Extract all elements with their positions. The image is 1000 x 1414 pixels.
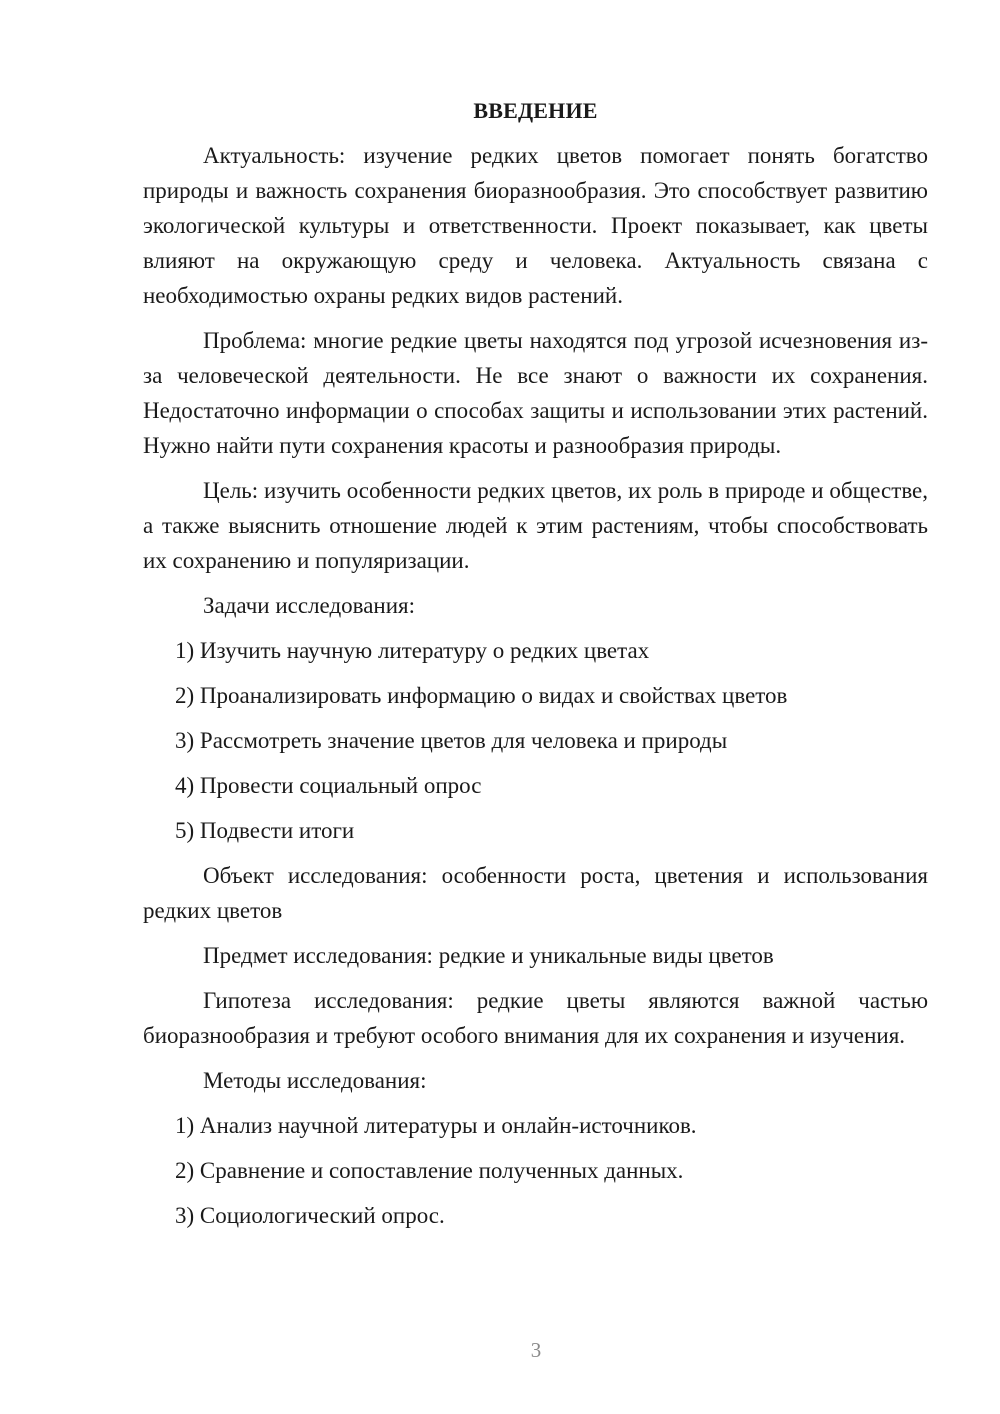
goal-paragraph: Цель: изучить особенности редких цветов, их роль в природе и обществе, а также выяснить отношение людей к этим растениям, чтобы способствовать их сохранению и популяризации. [143,478,928,573]
method-item: 1) Анализ научной литературы и онлайн-источников. [175,1113,697,1138]
page-number: 3 [530,1338,542,1362]
object-paragraph: Объект исследования: особенности роста, цветения и использования редких цветов [143,863,928,923]
relevance-paragraph: Актуальность: изучение редких цветов помогает понять богатство природы и важность сохранения биоразнообразия. Это способствует развитию экологической культуры и ответственности. Проект показывает, как цветы влияют на окружающую среду и человека. Актуальность связана с необходимостью охраны редких видов растений. [143,143,928,308]
method-item: 2) Сравнение и сопоставление полученных данных. [175,1158,684,1183]
method-item: 3) Социологический опрос. [175,1203,445,1228]
tasks-list [143,633,928,848]
task-item: 4) Провести социальный опрос [175,773,482,798]
task-item: 5) Подвести итоги [175,818,355,843]
tasks-label: Задачи исследования: [203,593,416,618]
task-item: 3) Рассмотреть значение цветов для человека и природы [175,728,728,753]
page-content [143,92,928,1243]
section-title: ВВЕДЕНИЕ [473,98,598,123]
hypothesis-paragraph: Гипотеза исследования: редкие цветы являются важной частью биоразнообразия и требуют особого внимания для их сохранения и изучения. [143,988,928,1048]
problem-paragraph: Проблема: многие редкие цветы находятся под угрозой исчезновения из-за человеческой деятельности. Не все знают о важности их сохранения. Недостаточно информации о способах защиты и использовании этих растений. Нужно найти пути сохранения красоты и разнообразия природы. [143,328,928,458]
task-item: 2) Проанализировать информацию о видах и свойствах цветов [175,683,788,708]
methods-label: Методы исследования: [203,1068,427,1093]
task-item: 1) Изучить научную литературу о редких цветах [175,638,650,663]
methods-list [143,1108,928,1233]
subject-paragraph: Предмет исследования: редкие и уникальные виды цветов [203,943,774,968]
